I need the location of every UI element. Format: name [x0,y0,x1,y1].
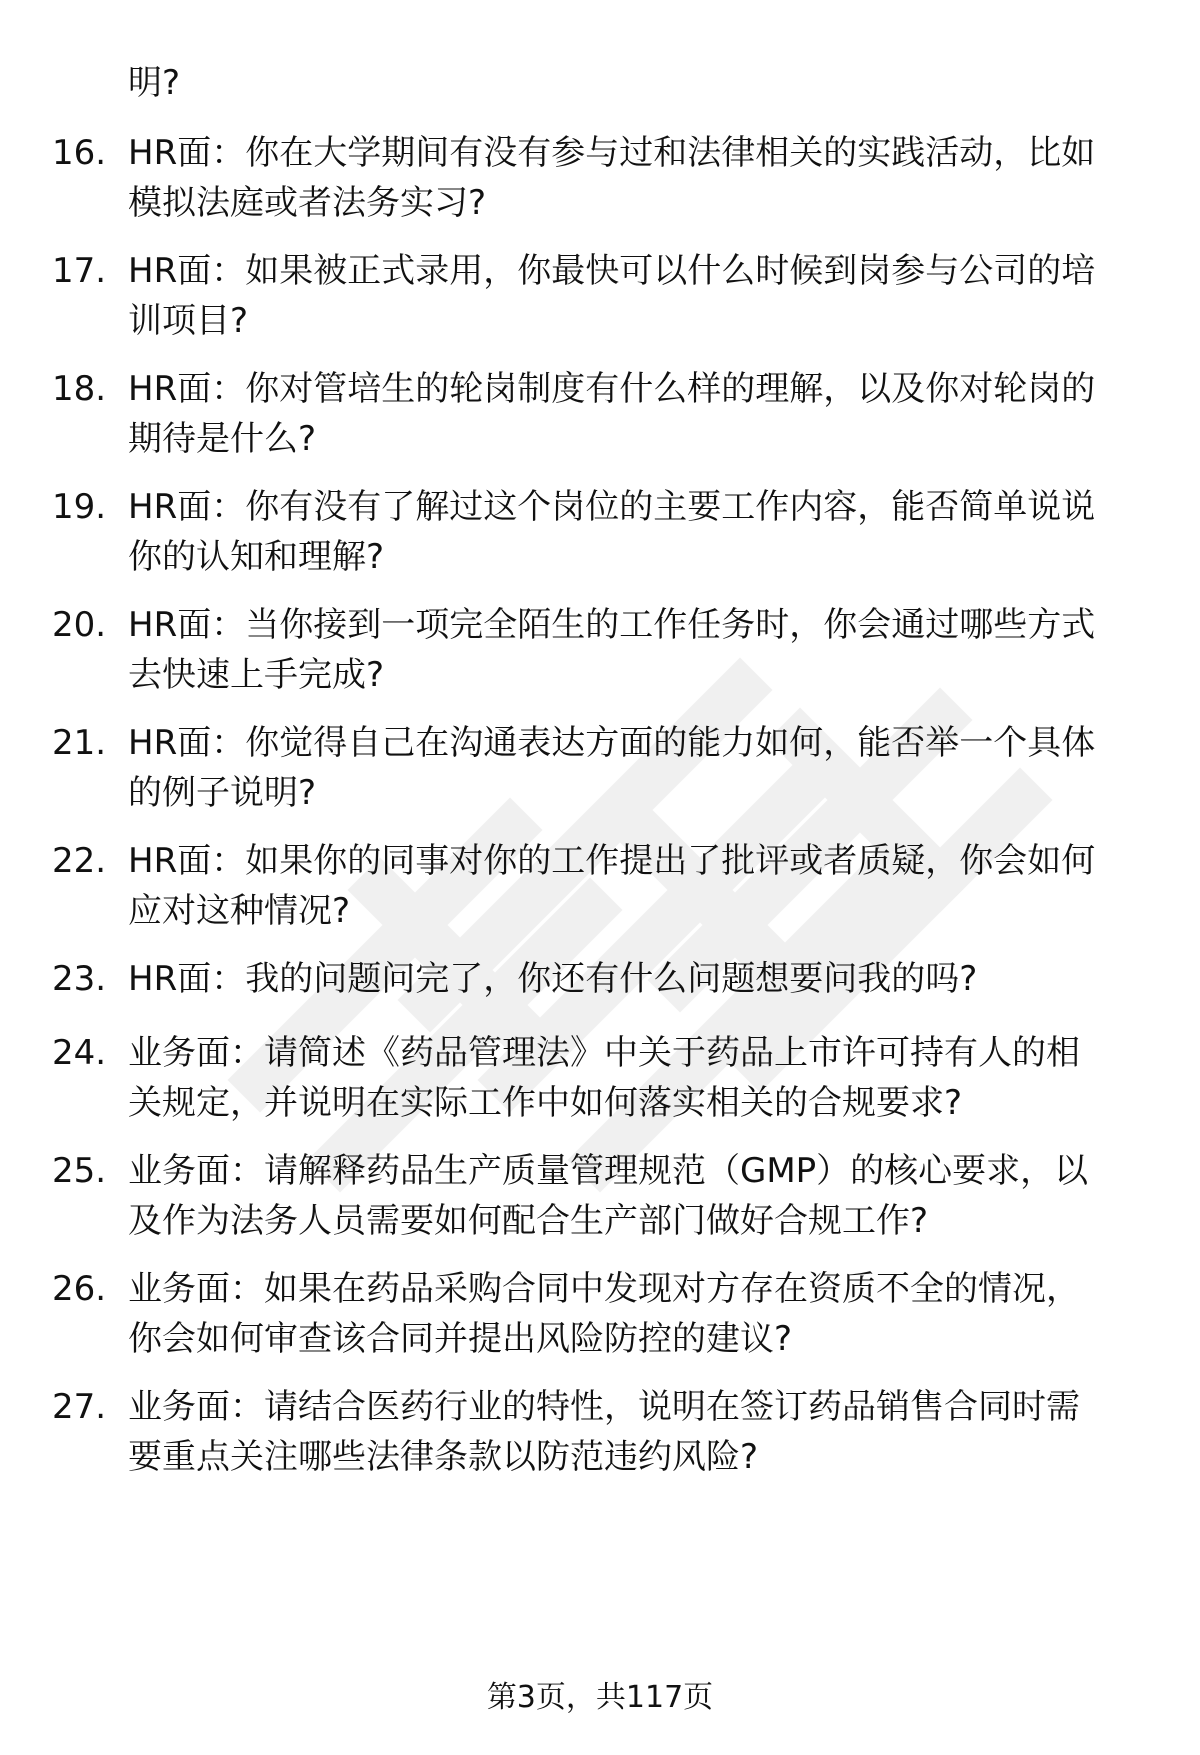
item-text-line: 业务面：请简述《药品管理法》中关于药品上市许可持有人的相 [128,1033,1080,1073]
item-number: 26. [52,1269,107,1309]
item-text-line: 的例子说明? [128,773,317,813]
item-text-line: 训项目? [128,301,249,341]
item-text-line: 要重点关注哪些法律条款以防范违约风险? [128,1437,759,1477]
item-text [128,246,1158,346]
item-text-line: HR面：如果被正式录用，你最快可以什么时候到岗参与公司的培 [128,251,1096,291]
item-text-line: HR面：你在大学期间有没有参与过和法律相关的实践活动，比如 [128,133,1096,173]
item-text [128,482,1158,582]
item-text-line: HR面：你对管培生的轮岗制度有什么样的理解，以及你对轮岗的 [128,369,1096,409]
item-number: 18. [52,369,107,409]
item-number: 25. [52,1151,107,1191]
list-item [0,128,1200,238]
item-text-line: HR面：我的问题问完了，你还有什么问题想要问我的吗? [128,959,978,999]
item-text-line: 你的认知和理解? [128,537,385,577]
item-number: 22. [52,841,107,881]
list-item [0,246,1200,356]
list-item [0,600,1200,710]
continued-text: 明? [128,63,181,103]
item-text-line: 模拟法庭或者法务实习? [128,183,487,223]
item-text [128,954,1158,1004]
page-footer: 第3页，共117页 [486,1680,714,1715]
item-text-line: 期待是什么? [128,419,317,459]
item-number: 23. [52,959,107,999]
item-text [128,600,1158,700]
item-text-line: 关规定，并说明在实际工作中如何落实相关的合规要求? [128,1083,963,1123]
list-item [0,364,1200,474]
item-number: 16. [52,133,107,173]
item-text [128,364,1158,464]
item-text-line: 业务面：如果在药品采购合同中发现对方存在资质不全的情况， [128,1269,1080,1309]
item-text-line: HR面：你觉得自己在沟通表达方面的能力如何，能否举一个具体 [128,723,1096,763]
item-text [128,1264,1158,1364]
item-text [128,1382,1158,1482]
item-text-line: 你会如何审查该合同并提出风险防控的建议? [128,1319,793,1359]
list-item [0,1146,1200,1256]
item-text-line: 应对这种情况? [128,891,351,931]
item-number: 24. [52,1033,107,1073]
item-text-line: 去快速上手完成? [128,655,385,695]
item-number: 20. [52,605,107,645]
item-text-line: 业务面：请结合医药行业的特性，说明在签订药品销售合同时需 [128,1387,1080,1427]
item-text [128,718,1158,818]
item-text [128,836,1158,936]
item-number: 21. [52,723,107,763]
list-item [0,1264,1200,1374]
item-text-line: HR面：如果你的同事对你的工作提出了批评或者质疑，你会如何 [128,841,1096,881]
list-item [0,1028,1200,1138]
list-item [0,718,1200,828]
item-text [128,1146,1158,1246]
item-text-line: 及作为法务人员需要如何配合生产部门做好合规工作? [128,1201,929,1241]
list-item [0,1382,1200,1492]
list-item [0,482,1200,592]
item-text-line: HR面：当你接到一项完全陌生的工作任务时，你会通过哪些方式 [128,605,1096,645]
item-text [128,128,1158,228]
item-text-line: 业务面：请解释药品生产质量管理规范（GMP）的核心要求，以 [128,1151,1089,1191]
item-number: 19. [52,487,107,527]
item-number: 27. [52,1387,107,1427]
list-item [0,836,1200,946]
item-text [128,1028,1158,1128]
item-number: 17. [52,251,107,291]
item-text-line: HR面：你有没有了解过这个岗位的主要工作内容，能否简单说说 [128,487,1096,527]
